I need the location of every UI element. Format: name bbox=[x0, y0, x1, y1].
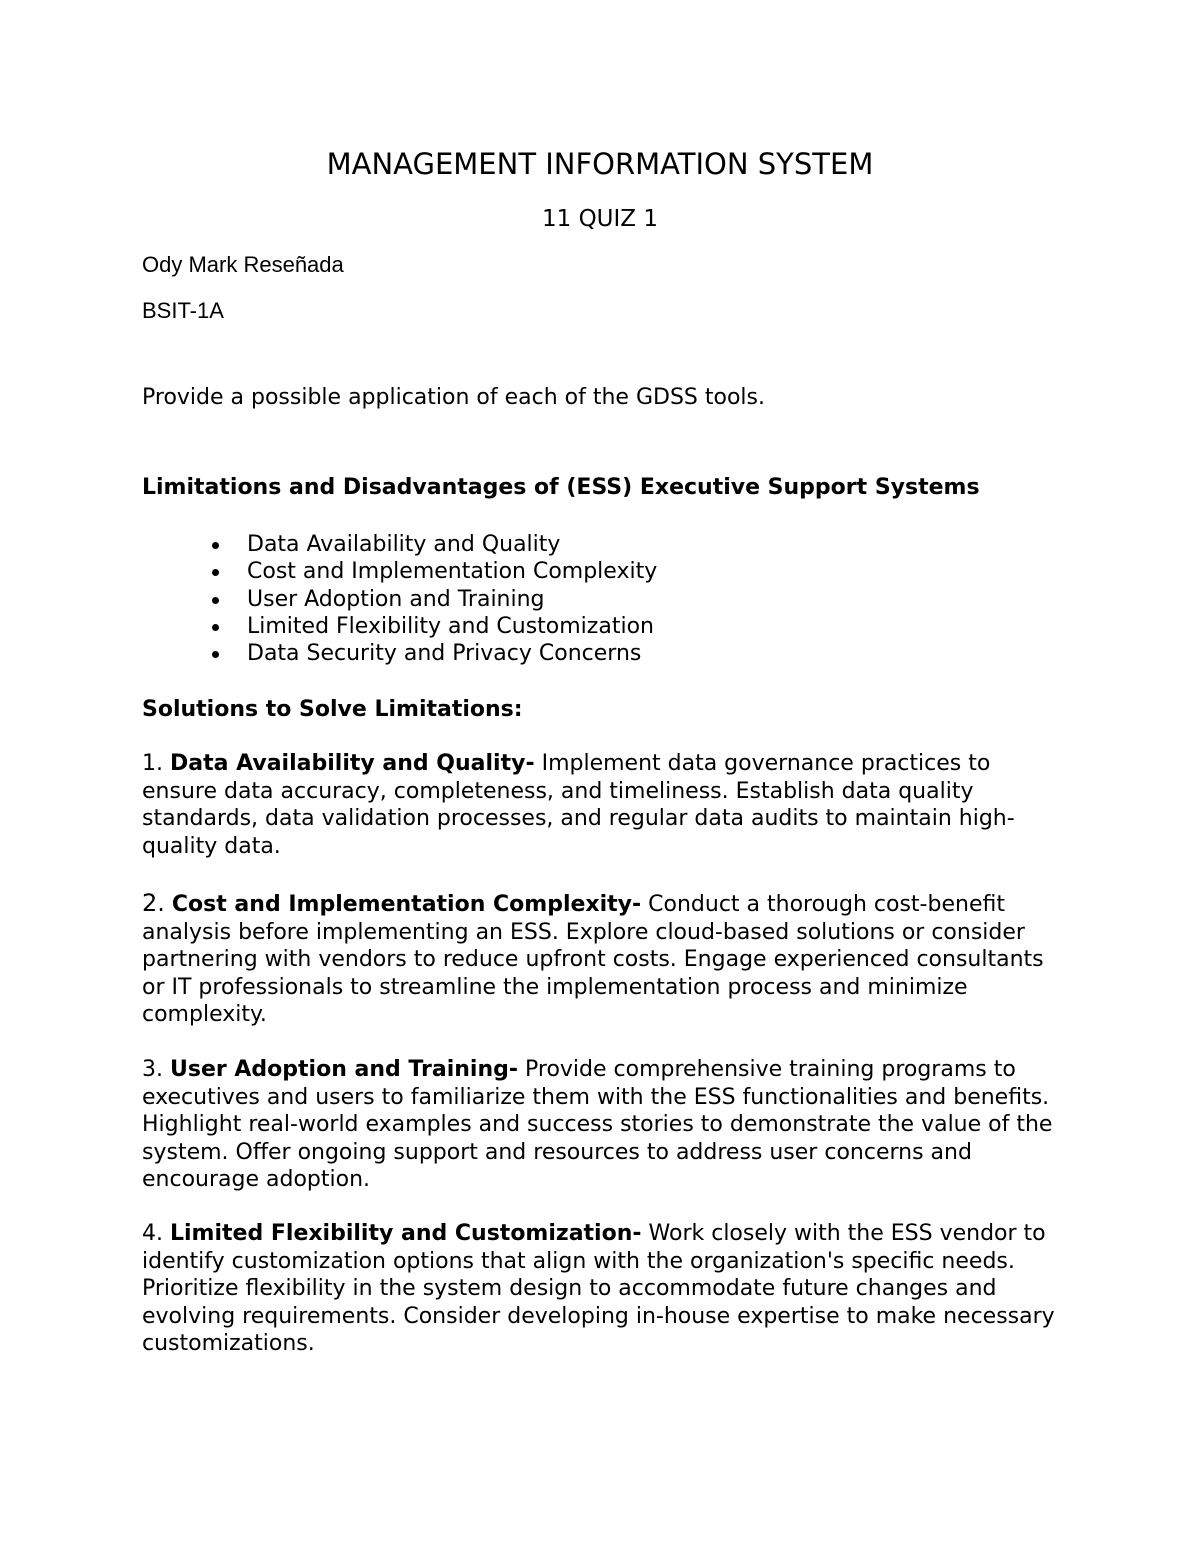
student-name: Ody Mark Reseñada bbox=[142, 252, 344, 277]
list-item bbox=[142, 531, 1042, 558]
solution-paragraph bbox=[142, 1220, 1072, 1358]
bullet-icon bbox=[212, 597, 219, 604]
list-item-text: Cost and Implementation Complexity bbox=[247, 559, 658, 585]
list-item-text: Data Security and Privacy Concerns bbox=[247, 641, 642, 667]
solution-number: 2. bbox=[142, 889, 165, 917]
student-section: BSIT-1A bbox=[142, 298, 224, 323]
solution-title: Cost and Implementation Complexity- bbox=[171, 892, 642, 917]
list-item bbox=[142, 558, 1042, 585]
solution-paragraph bbox=[142, 890, 1072, 1029]
solution-text: Implement data governance practices to ensure data accuracy, completeness, and timeliness. Establish data quality standards, data validation processes, and regular data audits to maintain high-quality data. bbox=[142, 751, 1015, 859]
solution-title: User Adoption and Training- bbox=[170, 1057, 519, 1082]
solution-text: Conduct a thorough cost-benefit analysis before implementing an ESS. Explore cloud-based solutions or consider partnering with vendors to reduce upfront costs. Engage experienced consultants or IT professionals to streamline the implementation process and minimize complexity. bbox=[142, 892, 1044, 1027]
list-item bbox=[142, 586, 1042, 613]
solution-paragraph bbox=[142, 1056, 1072, 1194]
limitations-heading: Limitations and Disadvantages of (ESS) Executive Support Systems bbox=[142, 475, 980, 500]
solution-text: Provide comprehensive training programs to executives and users to familiarize them with the ESS functionalities and benefits. Highlight real-world examples and success stories to demonstrate the value of the system. Offer ongoing support and resources to address user concerns and encourage adoption. bbox=[142, 1057, 1053, 1192]
solution-title: Limited Flexibility and Customization- bbox=[170, 1221, 642, 1246]
list-item bbox=[142, 613, 1042, 640]
solution-number: 1. bbox=[142, 751, 163, 776]
list-item bbox=[142, 640, 1042, 667]
solution-number: 3. bbox=[142, 1057, 163, 1082]
solution-paragraph bbox=[142, 750, 1072, 860]
document-title: MANAGEMENT INFORMATION SYSTEM bbox=[326, 147, 874, 181]
solutions-heading: Solutions to Solve Limitations: bbox=[142, 697, 523, 722]
bullet-icon bbox=[212, 542, 219, 549]
bullet-icon bbox=[212, 624, 219, 631]
list-item-text: User Adoption and Training bbox=[247, 586, 545, 612]
solution-text: Work closely with the ESS vendor to identify customization options that align with the organization's specific needs. Prioritize flexibility in the system design to accommodate future changes and evolving requirements. Consider developing in-house expertise to make necessary customizations. bbox=[142, 1221, 1055, 1356]
solution-title: Data Availability and Quality- bbox=[170, 751, 535, 776]
bullet-icon bbox=[212, 651, 219, 658]
document-subtitle: 11 QUIZ 1 bbox=[542, 206, 658, 232]
solution-number: 4. bbox=[142, 1221, 163, 1246]
list-item-text: Data Availability and Quality bbox=[247, 532, 561, 557]
list-item-text: Limited Flexibility and Customization bbox=[247, 613, 654, 639]
bullet-icon bbox=[212, 569, 219, 576]
limitations-list bbox=[142, 531, 1042, 667]
quiz-prompt: Provide a possible application of each of the GDSS tools. bbox=[142, 385, 765, 410]
